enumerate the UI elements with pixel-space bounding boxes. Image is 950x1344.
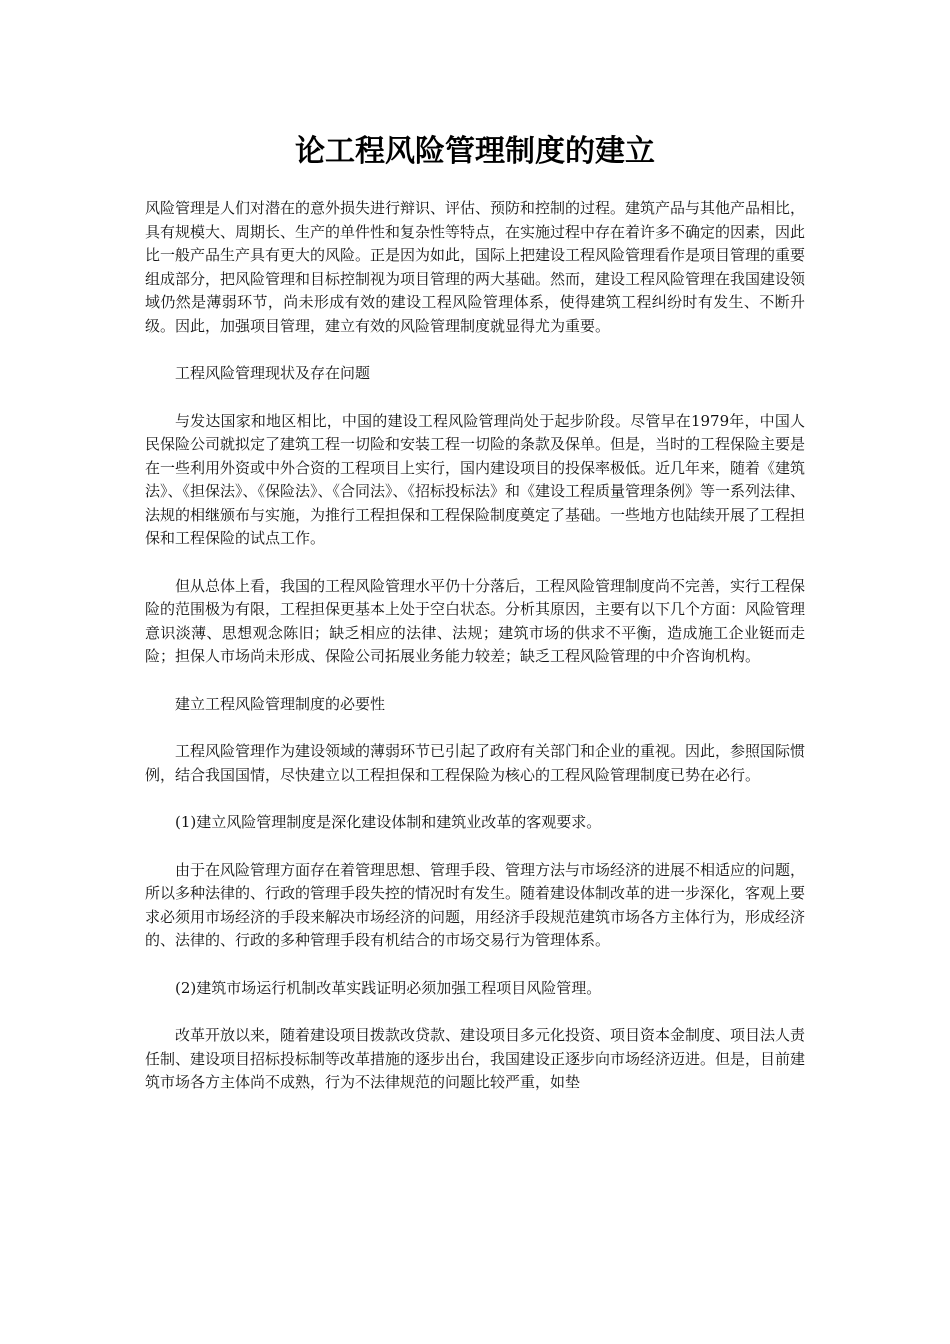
paragraph-status-history: 与发达国家和地区相比，中国的建设工程风险管理尚处于起步阶段。尽管早在1979年，中国人民保险公司就拟定了建筑工程一切险和安装工程一切险的条款及保单。但是，当时的工程保险主要是在一些利用外资或中外合资的工程项目上实行，国内建设项目的投保率极低。近几年来，随着《建筑法》、《担保法》、《保险法》、《合同法》、《招标投标法》和《建设工程质量管理条例》等一系列法律、法规的相继颁布与实施，为推行工程担保和工程保险制度奠定了基础。一些地方也陆续开展了工程担保和工程保险的试点工作。 <box>145 411 806 547</box>
paragraph-point-1-detail: 由于在风险管理方面存在着管理思想、管理手段、管理方法与市场经济的进展不相适应的问题，所以多种法律的、行政的管理手段失控的情况时有发生。随着建设体制改革的进一步深化，客观上要求必须用市场经济的手段来解决市场经济的问题，用经济手段规范建筑市场各方主体行为，形成经济的、法律的、行政的多种管理手段有机结合的市场交易行为管理体系。 <box>145 860 806 949</box>
paragraph-status-problems: 但从总体上看，我国的工程风险管理水平仍十分落后，工程风险管理制度尚不完善，实行工程保险的范围极为有限，工程担保更基本上处于空白状态。分析其原因，主要有以下几个方面：风险管理意识淡薄、思想观念陈旧；缺乏相应的法律、法规；建筑市场的供求不平衡，造成施工企业铤而走险；担保人市场尚未形成、保险公司拓展业务能力较差；缺乏工程风险管理的中介咨询机构。 <box>145 576 806 665</box>
paragraph-intro: 风险管理是人们对潜在的意外损失进行辩识、评估、预防和控制的过程。建筑产品与其他产品相比，具有规模大、周期长、生产的单件性和复杂性等特点，在实施过程中存在着许多不确定的因素，因此比一般产品生产具有更大的风险。正是因为如此，国际上把建设工程风险管理看作是项目管理的重要组成部分，把风险管理和目标控制视为项目管理的两大基础。然而，建设工程风险管理在我国建设领域仍然是薄弱环节，尚未形成有效的建设工程风险管理体系，使得建筑工程纠纷时有发生、不断升级。因此，加强项目管理，建立有效的风险管理制度就显得尤为重要。 <box>145 199 806 335</box>
document-body <box>145 197 805 1119</box>
section-heading-necessity: 建立工程风险管理制度的必要性 <box>175 694 386 713</box>
paragraph-point-2-detail: 改革开放以来，随着建设项目拨款改贷款、建设项目多元化投资、项目资本金制度、项目法人责任制、建设项目招标投标制等改革措施的逐步出台，我国建设正逐步向市场经济迈进。但是，目前建筑市场各方主体尚不成熟，行为不法律规范的问题比较严重，如垫 <box>145 1026 806 1091</box>
numbered-point-1: (1)建立风险管理制度是深化建设体制和建筑业改革的客观要求。 <box>175 813 602 831</box>
section-heading-status: 工程风险管理现状及存在问题 <box>175 364 371 382</box>
numbered-point-2: (2)建筑市场运行机制改革实践证明必须加强工程项目风险管理。 <box>175 978 602 997</box>
document-title: 论工程风险管理制度的建立 <box>295 134 655 169</box>
paragraph-necessity-intro: 工程风险管理作为建设领域的薄弱环节已引起了政府有关部门和企业的重视。因此，参照国际惯例，结合我国国情，尽快建立以工程担保和工程保险为核心的工程风险管理制度已势在必行。 <box>145 742 806 784</box>
